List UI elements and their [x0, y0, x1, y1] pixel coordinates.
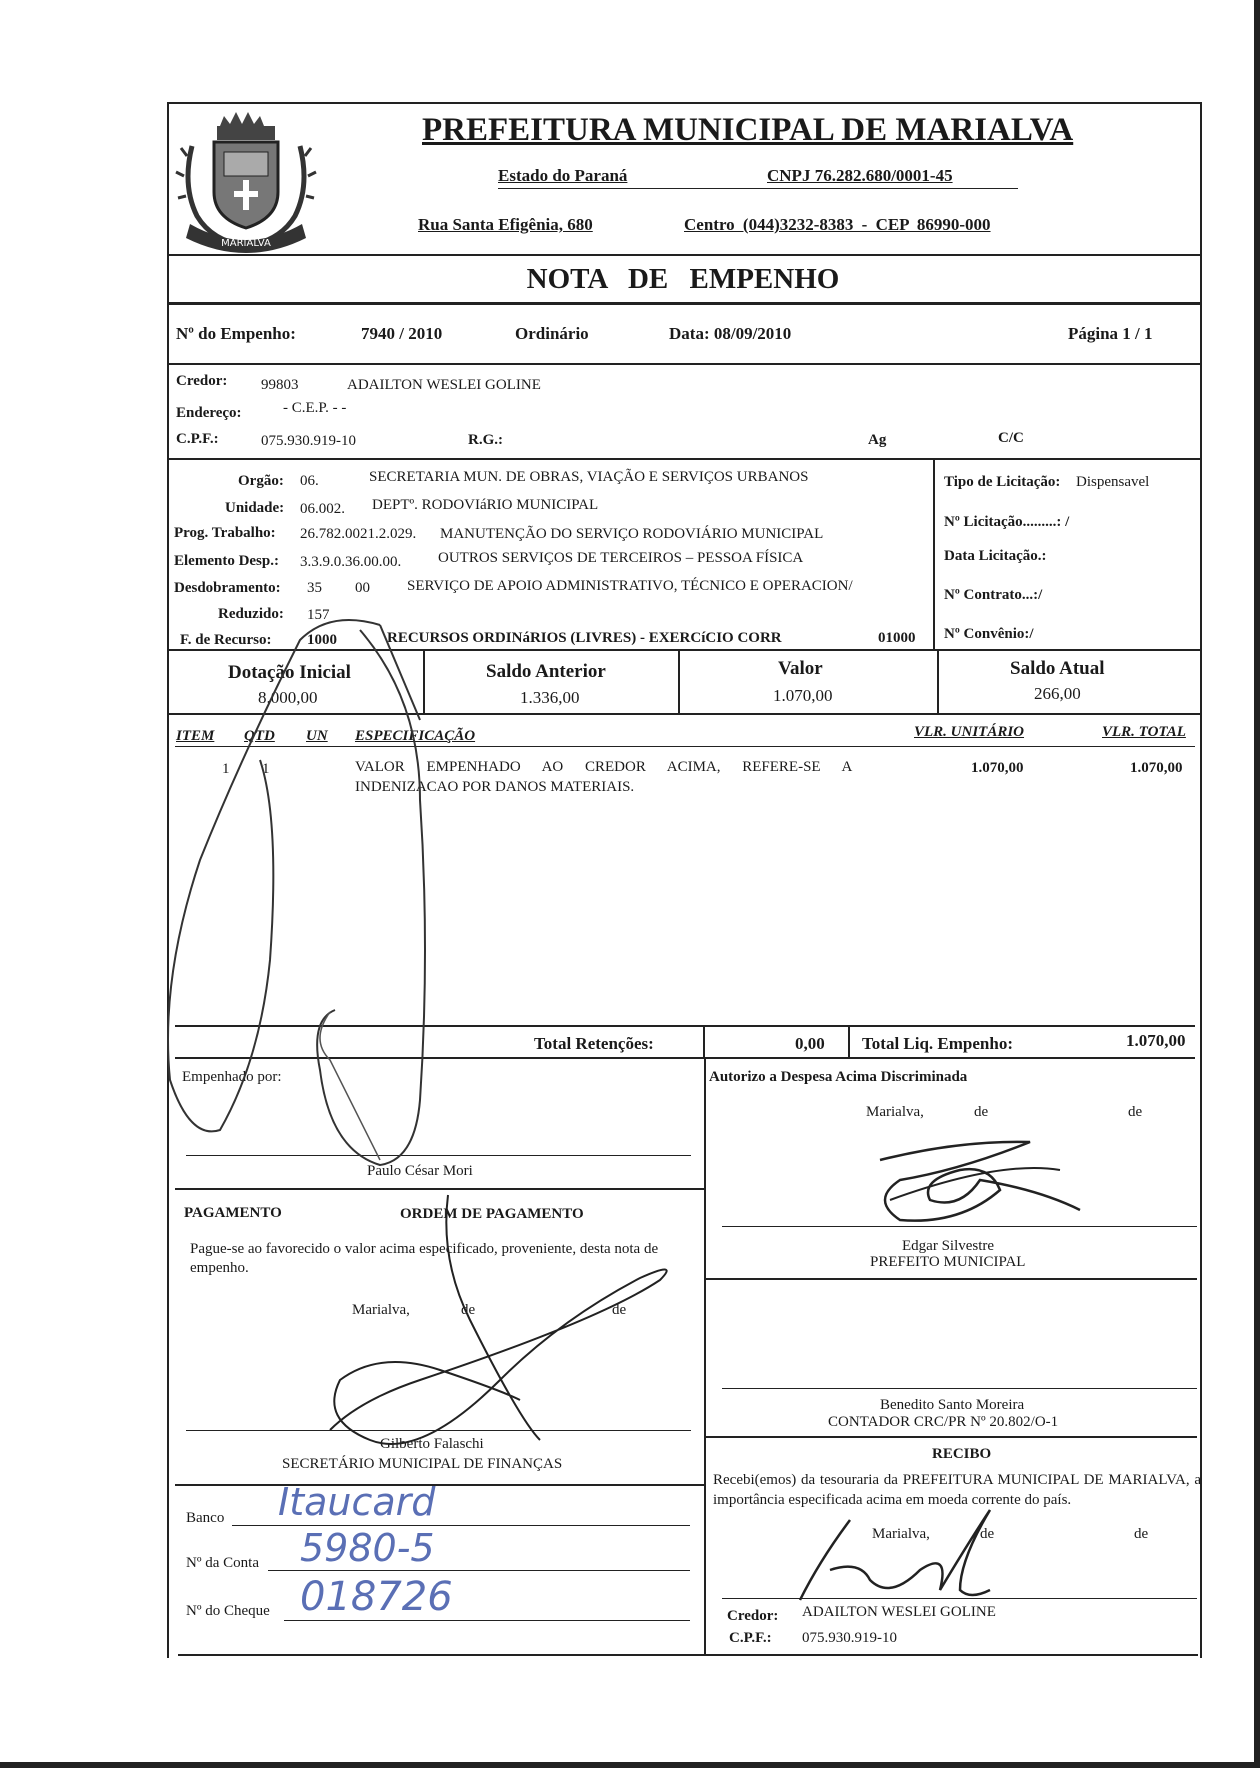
recibo-de-1: de: [980, 1526, 995, 1542]
banco-value[interactable]: Itaucard: [278, 1480, 436, 1524]
prog-name: MANUTENÇÃO DO SERVIÇO RODOVIÁRIO MUNICIPAL: [440, 526, 824, 542]
recurso-number: 01000: [878, 630, 916, 646]
col-especificacao: ESPECIFICAÇÃO: [355, 728, 476, 744]
desdobramento-name: SERVIÇO DE APOIO ADMINISTRATIVO, TÉCNICO E OPERACION/: [407, 578, 853, 594]
conta-value[interactable]: 5980-5: [300, 1526, 435, 1570]
liq-value: 1.070,00: [1126, 1031, 1186, 1050]
item-number: 1: [222, 761, 230, 777]
recibo-credor-label: Credor:: [727, 1608, 779, 1624]
autorizo-label: Autorizo a Despesa Acima Discriminada: [709, 1069, 968, 1085]
pagamento-de-1: de: [461, 1302, 476, 1318]
autorizo-de-2: de: [1128, 1104, 1143, 1120]
cnpj: CNPJ 76.282.680/0001-45: [767, 166, 953, 185]
credor-label: Credor:: [176, 373, 228, 389]
item-spec-line-1: VALOR EMPENHADO AO CREDOR ACIMA, REFERE-SE A: [355, 759, 853, 775]
empenhado-label: Empenhado por:: [182, 1069, 282, 1085]
pagamento-text: Pague-se ao favorecido o valor acima especificado, proveniente, desta nota de empenho.: [190, 1241, 659, 1276]
coat-of-arms-label: MARIALVA: [221, 238, 271, 249]
desdobramento-label: Desdobramento:: [174, 580, 281, 596]
unidade-code: 06.002.: [300, 501, 345, 517]
state-name: Estado do Paraná: [498, 166, 628, 185]
elemento-label: Elemento Desp.:: [174, 553, 279, 569]
saldo-anterior-value: 1.336,00: [520, 688, 580, 707]
n-licitacao: Nº Licitação.........: /: [944, 514, 1070, 530]
prog-label: Prog. Trabalho:: [174, 525, 276, 541]
empenho-type: Ordinário: [515, 324, 589, 343]
valor-value: 1.070,00: [773, 686, 833, 705]
recurso-label: F. de Recurso:: [180, 632, 272, 648]
contact: Centro (044)3232-8383 - CEP 86990-000: [684, 215, 991, 234]
orgao-name: SECRETARIA MUN. DE OBRAS, VIAÇÃO E SERVIÇOS URBANOS: [369, 469, 809, 485]
document-title: NOTA DE EMPENHO: [526, 263, 840, 295]
reduzido-label: Reduzido:: [218, 606, 284, 622]
empenhado-name: Paulo César Mori: [367, 1163, 473, 1179]
prog-code: 26.782.0021.2.029.: [300, 526, 417, 542]
cheque-value[interactable]: 018726: [300, 1574, 453, 1620]
page-number: Página 1 / 1: [1068, 324, 1153, 343]
n-contrato: Nº Contrato...:/: [944, 587, 1043, 603]
municipality-title: PREFEITURA MUNICIPAL DE MARIALVA: [422, 112, 1074, 148]
empenho-number: 7940 / 2010: [361, 324, 443, 343]
dotacao-value: 8.000,00: [258, 688, 318, 707]
col-un: UN: [306, 728, 328, 744]
pagamento-de-2: de: [612, 1302, 627, 1318]
recibo-label: RECIBO: [932, 1446, 992, 1462]
elemento-code: 3.3.9.0.36.00.00.: [300, 554, 402, 570]
banco-label: Banco: [186, 1510, 225, 1526]
tipo-licitacao-value: Dispensavel: [1076, 474, 1150, 490]
data-licitacao: Data Licitação.:: [944, 548, 1047, 564]
empenho-number-label: Nº do Empenho:: [176, 324, 296, 343]
desdobramento-code: 35: [307, 580, 322, 596]
endereco-value: - C.E.P. - -: [283, 400, 347, 416]
dotacao-label: Dotação Inicial: [228, 662, 351, 683]
pagamento-role: SECRETÁRIO MUNICIPAL DE FINANÇAS: [282, 1456, 563, 1472]
pagamento-signer: Gilberto Falaschi: [380, 1436, 484, 1452]
autorizo-signer: Edgar Silvestre: [902, 1238, 995, 1254]
retencoes-value: 0,00: [795, 1034, 825, 1053]
contador-signer: Benedito Santo Moreira: [880, 1397, 1025, 1413]
autorizo-de-1: de: [974, 1104, 989, 1120]
pagamento-place: Marialva,: [352, 1302, 410, 1318]
item-qtd: 1: [262, 761, 270, 777]
saldo-anterior-label: Saldo Anterior: [486, 661, 606, 682]
cpf-label: C.P.F.:: [176, 431, 219, 447]
endereco-label: Endereço:: [176, 405, 242, 421]
unidade-label: Unidade:: [225, 500, 285, 516]
unidade-name: DEPTº. RODOVIáRIO MUNICIPAL: [372, 497, 599, 513]
saldo-atual-label: Saldo Atual: [1010, 658, 1105, 679]
recibo-de-2: de: [1134, 1526, 1149, 1542]
recibo-cpf-label: C.P.F.:: [729, 1630, 772, 1646]
cc-label: C/C: [998, 430, 1024, 446]
ag-label: Ag: [868, 432, 887, 448]
rg-label: R.G.:: [468, 432, 503, 448]
recurso-name: RECURSOS ORDINáRIOS (LIVRES) - EXERCíCIO CORR: [387, 630, 782, 646]
conta-label: Nº da Conta: [186, 1555, 259, 1571]
retencoes-label: Total Retenções:: [534, 1034, 654, 1053]
cheque-label: Nº do Cheque: [186, 1603, 270, 1619]
recibo-place: Marialva,: [872, 1526, 930, 1542]
item-total-value: 1.070,00: [1130, 760, 1183, 776]
credor-name: ADAILTON WESLEI GOLINE: [347, 377, 541, 393]
address: Rua Santa Efigênia, 680: [418, 215, 593, 234]
saldo-atual-value: 266,00: [1034, 684, 1081, 703]
orgao-code: 06.: [300, 473, 319, 489]
credor-code: 99803: [261, 377, 299, 393]
recibo-text: Recebi(emos) da tesouraria da PREFEITURA MUNICIPAL DE MARIALVA, a importância especificada acima em moeda corrente do país.: [713, 1472, 1201, 1508]
elemento-name: OUTROS SERVIÇOS DE TERCEIROS – PESSOA FÍSICA: [438, 550, 804, 566]
item-spec-line-2: INDENIZACAO POR DANOS MATERIAIS.: [355, 779, 635, 795]
cpf-value: 075.930.919-10: [261, 433, 356, 449]
col-vlr-unitario: VLR. UNITÁRIO: [914, 724, 1025, 740]
ordem-label: ORDEM DE PAGAMENTO: [400, 1206, 584, 1222]
pagamento-label: PAGAMENTO: [184, 1205, 282, 1221]
desdobramento-sub: 00: [355, 580, 370, 596]
tipo-licitacao-label: Tipo de Licitação:: [944, 474, 1061, 490]
liq-label: Total Liq. Empenho:: [862, 1034, 1013, 1053]
col-vlr-total: VLR. TOTAL: [1102, 724, 1186, 740]
empenho-date: Data: 08/09/2010: [669, 324, 792, 343]
valor-label: Valor: [778, 658, 823, 679]
col-item: ITEM: [176, 728, 215, 744]
autorizo-role: PREFEITO MUNICIPAL: [870, 1254, 1026, 1270]
autorizo-place: Marialva,: [866, 1104, 924, 1120]
recibo-credor-name: ADAILTON WESLEI GOLINE: [802, 1604, 996, 1620]
recibo-cpf-value: 075.930.919-10: [802, 1630, 897, 1646]
col-qtd: QTD: [244, 728, 275, 744]
item-unit-value: 1.070,00: [971, 760, 1024, 776]
contador-role: CONTADOR CRC/PR Nº 20.802/O-1: [828, 1414, 1059, 1430]
reduzido-value: 157: [307, 607, 330, 623]
n-convenio: Nº Convênio:/: [944, 626, 1034, 642]
recurso-code: 1000: [307, 632, 337, 648]
orgao-label: Orgão:: [238, 473, 284, 489]
